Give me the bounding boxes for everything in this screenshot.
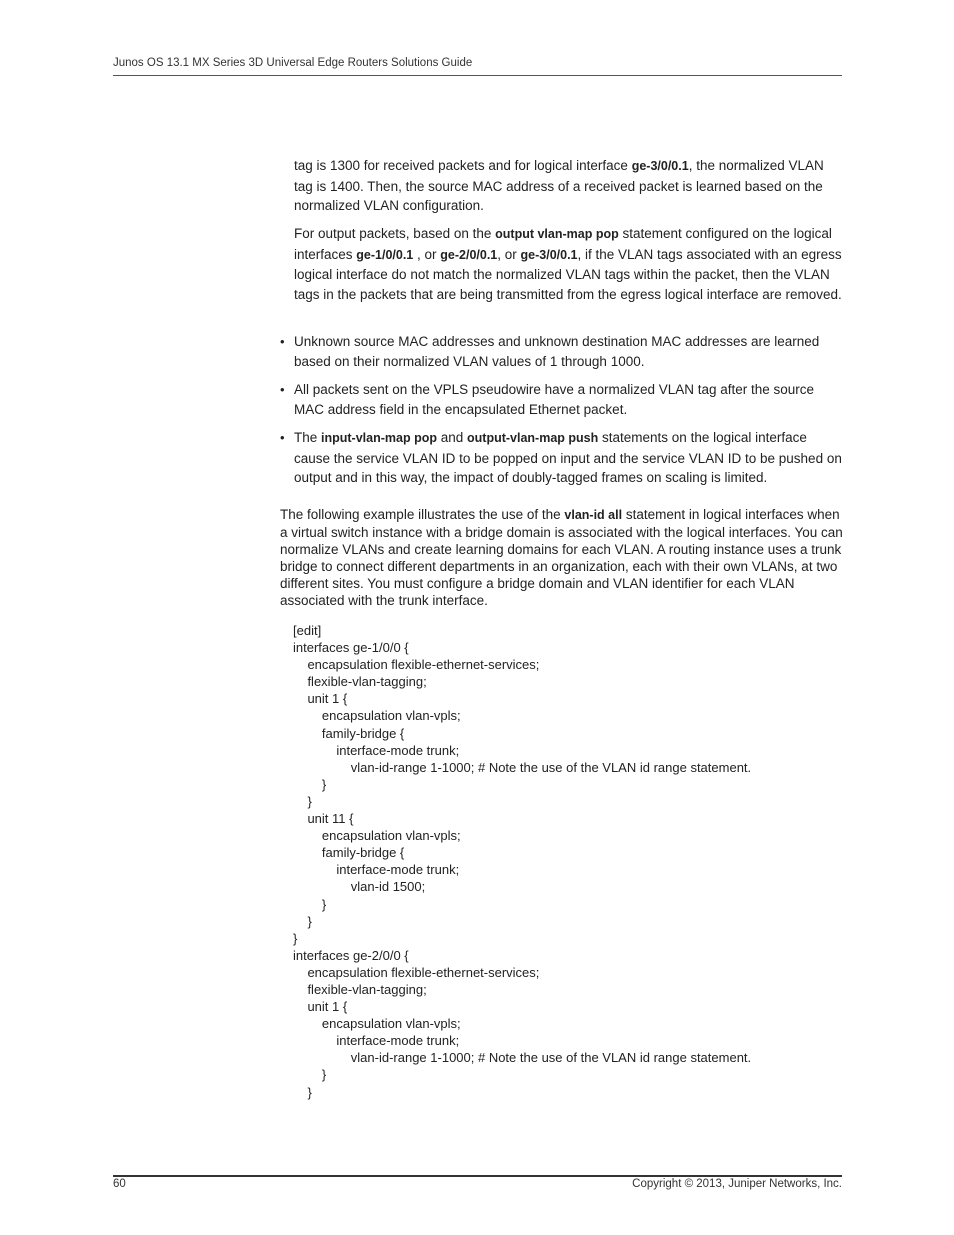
- code-line: flexible-vlan-tagging;: [293, 674, 427, 690]
- code-line: interfaces ge-1/0/0 {: [293, 640, 409, 656]
- code-line: interface-mode trunk;: [293, 1033, 460, 1049]
- code-line: encapsulation flexible-ethernet-services;: [293, 964, 540, 980]
- code-line: encapsulation vlan-vpls;: [293, 1016, 461, 1032]
- bullet-marker: •: [280, 430, 285, 445]
- code-line: }: [293, 896, 327, 912]
- bullet-text: The input-vlan-map pop and output-vlan-map push statements on the logical interface cause the service VLAN ID to be popped on input and the service VLAN ID to be pushed on output and in this way, the impact of doubly-tagged frames on scaling is limited.: [294, 430, 842, 486]
- paragraph-example-intro: The following example illustrates the use of the vlan-id all statement in logical interfaces when a virtual switch instance with a bridge domain is associated with the logical interfaces. You can normalize VLANs and create learning domains for each VLAN. A routing instance uses a trunk bridge to connect different departments in an organization, each with their own VLANs, at two different sites. You must configure a bridge domain and VLAN identifier for each VLAN associated with the trunk interface.: [280, 507, 843, 608]
- code-line: unit 1 {: [293, 999, 348, 1015]
- footer-rule: [113, 1175, 842, 1177]
- code-line: }: [293, 793, 312, 809]
- code-line: interface-mode trunk;: [293, 742, 460, 758]
- paragraph-output-packets: For output packets, based on the output vlan-map pop statement configured on the logical interfaces ge-1/0/0.1 , or ge-2/0/0.1, or ge-3/0/0.1, if the VLAN tags associated with an egress logical interface do not match the normalized VLAN tags within the packet, then the VLAN tags in the packets that are being transmitted from the egress logical interface are removed.: [294, 226, 842, 302]
- code-line: interfaces ge-2/0/0 {: [293, 947, 409, 963]
- code-line: }: [293, 913, 312, 929]
- code-line: vlan-id-range 1-1000; # Note the use of the VLAN id range statement.: [293, 1050, 752, 1066]
- code-line: interface-mode trunk;: [293, 862, 460, 878]
- copyright-notice: Copyright © 2013, Juniper Networks, Inc.: [632, 1178, 842, 1190]
- page-number: 60: [113, 1178, 126, 1190]
- code-line: [edit]: [293, 623, 322, 638]
- paragraph-normalized-vlan-tag: tag is 1300 for received packets and for logical interface ge-3/0/0.1, the normalized VLAN tag is 1400. Then, the source MAC address of a received packet is learned based on the normalized VLAN configuration.: [294, 158, 824, 214]
- code-line: }: [293, 776, 327, 792]
- code-line: encapsulation flexible-ethernet-services;: [293, 657, 540, 673]
- running-header: Junos OS 13.1 MX Series 3D Universal Edge Routers Solutions Guide: [113, 57, 473, 69]
- bullet-marker: •: [280, 334, 285, 349]
- code-line: unit 11 {: [293, 811, 354, 827]
- code-line: vlan-id 1500;: [293, 879, 426, 895]
- code-line: }: [293, 930, 298, 946]
- code-line: encapsulation vlan-vpls;: [293, 708, 461, 724]
- code-line: vlan-id-range 1-1000; # Note the use of the VLAN id range statement.: [293, 759, 752, 775]
- bullet-text: Unknown source MAC addresses and unknown destination MAC addresses are learned based on their normalized VLAN values of 1 through 1000.: [294, 334, 820, 369]
- code-line: flexible-vlan-tagging;: [293, 981, 427, 997]
- header-rule: [113, 75, 842, 76]
- code-line: }: [293, 1084, 312, 1100]
- bullet-marker: •: [280, 382, 285, 397]
- code-line: family-bridge {: [293, 725, 405, 741]
- bullet-text: All packets sent on the VPLS pseudowire have a normalized VLAN tag after the source MAC address field in the encapsulated Ethernet packet.: [294, 382, 815, 417]
- code-line: encapsulation vlan-vpls;: [293, 828, 461, 844]
- code-line: family-bridge {: [293, 845, 405, 861]
- code-line: unit 1 {: [293, 691, 348, 707]
- code-block: [293, 622, 833, 1101]
- code-line: }: [293, 1067, 327, 1083]
